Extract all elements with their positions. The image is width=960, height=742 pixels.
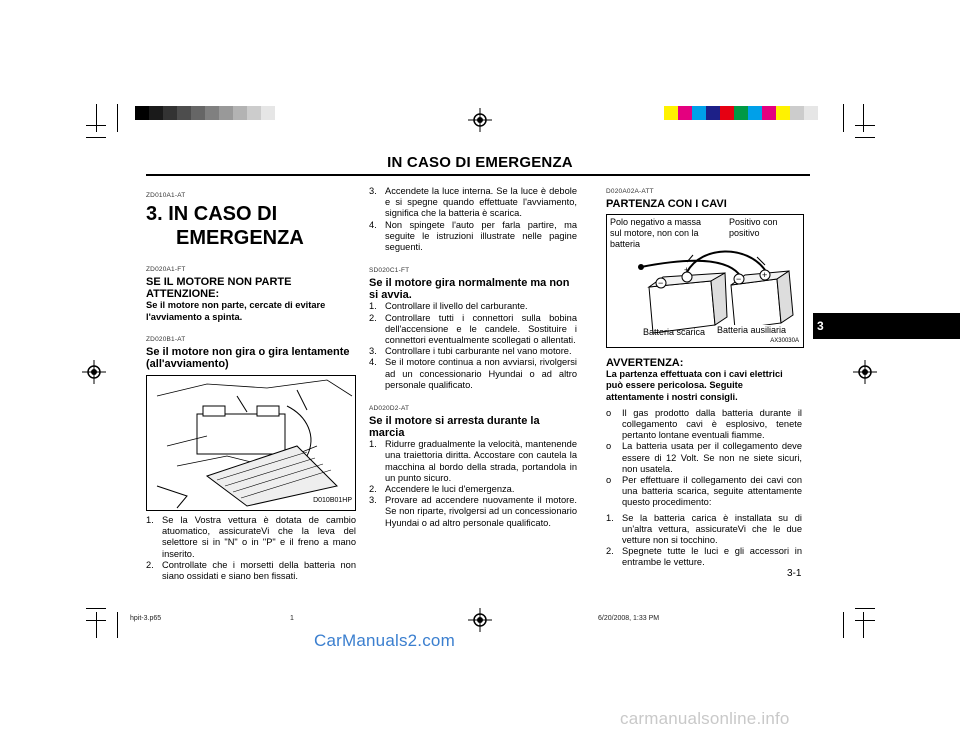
list-item-number: 2.	[606, 546, 614, 557]
section-code: ZD020B1-AT	[146, 335, 186, 343]
calibration-swatch	[135, 106, 149, 120]
left-column	[146, 190, 356, 582]
right-bullet-list	[606, 408, 802, 509]
chapter-tab: 3	[813, 313, 960, 339]
label-negative-ground: Polo negativo a massa sul motore, non con la batteria	[610, 217, 702, 250]
section-title: SE IL MOTORE NON PARTE	[146, 276, 292, 289]
list-item	[369, 346, 577, 357]
chapter-title-line1: 3. IN CASO DI	[146, 203, 278, 226]
figure-code: AX30030A	[770, 338, 799, 345]
list-item-text: Se la Vostra vettura è dotata de cambio atuomatico, assicurateVi che la leva del selettore si in "N" o in "P" e il freno a mano inserito.	[162, 515, 356, 559]
registration-target-icon	[468, 608, 492, 632]
list-item-text: Se la batteria carica è installata su di un'altra vettura, assicurateVi che le due vetture non si tocchino.	[622, 512, 802, 546]
list-item-number: o	[606, 475, 612, 486]
header-rule	[146, 174, 810, 176]
list-item	[146, 515, 356, 560]
list-item-number: 3.	[369, 346, 377, 357]
list-item	[369, 301, 577, 312]
left-item-list	[146, 515, 356, 582]
attention-label: ATTENZIONE:	[146, 288, 220, 301]
grey-calibration-strip	[135, 106, 289, 120]
list-item	[369, 495, 577, 529]
calibration-swatch	[275, 106, 289, 120]
footer-file: hpit-3.p65	[130, 615, 162, 622]
calibration-swatch	[748, 106, 762, 120]
watermark-text: carmanualsonline.info	[620, 709, 790, 728]
page-number: 3-1	[787, 568, 802, 579]
list-item-text: Non spingete l'auto per farla partire, ma seguite le istruzioni illustrate nelle pagine seguenti.	[385, 219, 577, 253]
list-item-number: 2.	[369, 484, 377, 495]
list-item	[369, 186, 577, 220]
list-item-number: 4.	[369, 219, 377, 230]
figure-code: D010B01HP	[313, 495, 352, 506]
list-item	[606, 546, 802, 568]
engine-bay-figure	[146, 375, 356, 511]
section-code: D020A02A-ATT	[606, 188, 654, 195]
chapter-title-line2: EMERGENZA	[176, 227, 304, 250]
list-item	[606, 408, 802, 442]
list-item	[606, 475, 802, 509]
list-item-text: La batteria usata per il collegamento deve essere di 12 Volt. Se non ne siete sicuri, non usatela.	[622, 441, 802, 474]
list-item-text: Controllare i tubi carburante nel vano motore.	[385, 346, 572, 357]
list-item-text: Provare ad accendere nuovamente il motore. Se non riparte, rivolgersi ad un concessionario Hyundai o ad altro personale qualificato.	[385, 495, 577, 528]
label-aux-battery: Batteria ausiliaria	[717, 325, 787, 336]
list-item-text: Accendete la luce interna. Se la luce è debole e si spegne quando effettuate l'avviamento, significa che la batteria è scarica.	[385, 186, 577, 219]
list-item-number: o	[606, 407, 612, 418]
list-item-text: Controllare il livello del carburante.	[385, 301, 528, 312]
registration-target-icon	[468, 108, 492, 132]
footer-page: 1	[290, 615, 294, 622]
middle-section1-list	[369, 301, 577, 391]
section-title: Se il motore si arresta durante la marcia	[369, 415, 540, 440]
warning-text: La partenza effettuata con i cavi elettrici può essere pericolosa. Seguite attentamente i nostri consigli.	[606, 369, 783, 402]
list-item	[146, 560, 356, 582]
calibration-swatch	[692, 106, 706, 120]
list-item-number: 3.	[369, 495, 377, 506]
list-item-text: Se il motore continua a non avviarsi, rivolgersi ad un concessionario Hyundai o ad altro personale qualificato.	[385, 357, 577, 390]
calibration-swatch	[247, 106, 261, 120]
chapter-title	[146, 202, 356, 250]
list-item-number: 2.	[369, 312, 377, 323]
calibration-swatch	[177, 106, 191, 120]
list-item-number: 2.	[146, 559, 154, 570]
list-item-text: Per effettuare il collegamento dei cavi con una batteria scarica, seguite attentamente questo procedimento:	[622, 475, 802, 508]
warning-title: AVVERTENZA:	[606, 357, 684, 370]
svg-text:−: −	[658, 278, 664, 289]
list-item-number: 3.	[369, 186, 377, 196]
section-code: SD020C1-FT	[369, 267, 410, 275]
list-item-text: Il gas prodotto dalla batteria durante il collegamento cavi è esplosivo, tenete pertanto lontane eventuali fiamme.	[622, 407, 802, 441]
svg-text:+: +	[684, 265, 690, 276]
registration-target-icon	[853, 360, 877, 384]
engine-bay-illustration	[147, 376, 355, 510]
list-item-number: 1.	[146, 515, 154, 526]
list-item	[606, 441, 802, 475]
footer-date: 6/20/2008, 1:33 PM	[598, 615, 660, 622]
section-title: PARTENZA CON I CAVI	[606, 198, 727, 211]
label-dead-battery: Batteria scarica	[643, 327, 706, 338]
calibration-swatch	[219, 106, 233, 120]
right-column	[606, 186, 802, 569]
calibration-swatch	[233, 106, 247, 120]
jump-start-figure	[606, 214, 804, 348]
calibration-swatch	[804, 106, 818, 120]
calibration-swatch	[762, 106, 776, 120]
middle-item-list-continued	[369, 186, 577, 253]
calibration-swatch	[790, 106, 804, 120]
list-item-text: Accendere le luci d'emergenza.	[385, 484, 515, 495]
list-item	[369, 439, 577, 484]
section-title: Se il motore non gira o gira lentamente (all'avviamento)	[146, 346, 350, 371]
section-code: ZD020A1-FT	[146, 266, 186, 274]
list-item-number: o	[606, 441, 612, 452]
calibration-swatch	[776, 106, 790, 120]
list-item-text: Spegnete tutte le luci e gli accessori in entrambe le vetture.	[622, 546, 802, 568]
middle-section2-list	[369, 439, 577, 529]
list-item	[369, 484, 577, 495]
list-item-number: 1.	[369, 439, 377, 450]
list-item-text: Controllare tutti i connettori sulla bobina dell'accensione e le candele. Sostituire i connettori eventualmente scollegati o allentati.	[385, 312, 577, 346]
calibration-swatch	[261, 106, 275, 120]
svg-text:−: −	[736, 274, 742, 285]
list-item	[606, 513, 802, 547]
page-header-title: IN CASO DI EMERGENZA	[387, 154, 573, 171]
section-code: ZD010A1-AT	[146, 192, 186, 199]
calibration-swatch	[720, 106, 734, 120]
calibration-swatch	[678, 106, 692, 120]
middle-column	[369, 186, 577, 529]
right-step-list	[606, 513, 802, 569]
calibration-swatch	[163, 106, 177, 120]
watermark-link[interactable]: CarManuals2.com	[314, 631, 455, 650]
list-item-number: 1.	[369, 301, 377, 312]
section-title: Se il motore gira normalmente ma non si avvia.	[369, 277, 570, 302]
label-positive: Positivo con positivo	[729, 217, 778, 239]
color-calibration-strip	[664, 106, 818, 120]
list-item	[369, 220, 577, 254]
registration-target-icon	[82, 360, 106, 384]
list-item-text: Ridurre gradualmente la velocità, mantenende una traiettoria diritta. Accostare con cautela la macchina al bordo della strada, portandola in un punto sicuro.	[385, 439, 577, 483]
svg-text:+: +	[762, 270, 768, 281]
calibration-swatch	[191, 106, 205, 120]
calibration-swatch	[205, 106, 219, 120]
list-item-number: 4.	[369, 357, 377, 368]
attention-text: Se il motore non parte, cercate di evitare l'avviamento a spinta.	[146, 300, 326, 322]
list-item	[369, 357, 577, 391]
list-item-number: 1.	[606, 512, 614, 523]
list-item	[369, 313, 577, 347]
section-code: AD020D2-AT	[369, 405, 410, 413]
calibration-swatch	[664, 106, 678, 120]
calibration-swatch	[734, 106, 748, 120]
list-item-text: Controllate che i morsetti della batteria non siano ossidati e siano ben fissati.	[162, 559, 356, 582]
calibration-swatch	[149, 106, 163, 120]
calibration-swatch	[706, 106, 720, 120]
